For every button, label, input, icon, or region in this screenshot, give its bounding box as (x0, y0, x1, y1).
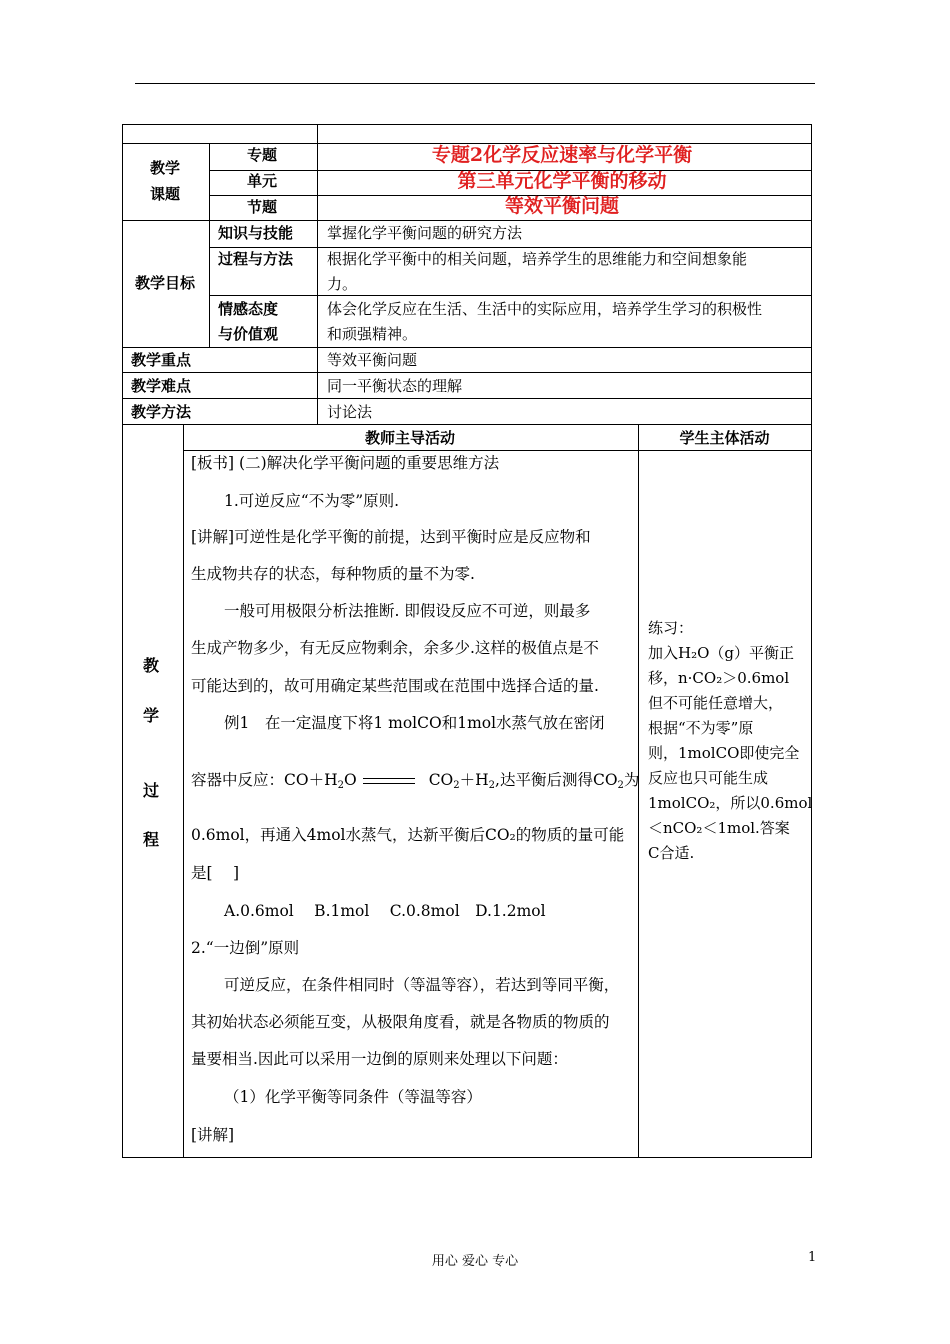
teacher-line: 是[ ] (191, 864, 240, 882)
teacher-line: 2.“一边倒”原则 (191, 939, 300, 957)
method-label: 教学方法 (131, 403, 192, 421)
process-label-char-2: 学 (143, 706, 160, 725)
student-line: 练习： (648, 619, 694, 637)
unit-value: 第三单元化学平衡的移动 (457, 170, 667, 192)
teacher-activity-header: 教师主导活动 (364, 429, 455, 447)
difficulty-label: 教学难点 (131, 377, 192, 395)
header-rule (135, 83, 815, 84)
page-number: 1 (808, 1250, 817, 1265)
goal-attitude-text-1: 体会化学反应在生活、生活中的实际应用，培养学生学习的积极性 (327, 300, 763, 318)
student-line: 加入H₂O（g）平衡正 (648, 644, 794, 662)
teacher-line: 1.可逆反应“不为零”原则. (224, 492, 400, 510)
student-line: 根据“不为零”原 (648, 719, 754, 737)
unit-label: 单元 (246, 172, 277, 190)
process-label-char-1: 教 (143, 656, 160, 675)
student-activity-header: 学生主体活动 (679, 429, 770, 447)
goal-process-text-1: 根据化学平衡中的相关问题，培养学生的思维能力和空间想象能 (327, 250, 748, 268)
goal-attitude-text-2: 和顽强精神。 (327, 325, 418, 343)
reaction-equation-line: 容器中反应：$CO+H_2O$ $CO_2+H_2$,达平衡后测得$CO_2$为 (191, 771, 640, 791)
student-line: 反应也只可能生成 (648, 769, 769, 787)
topic-group-label-1: 教学 (149, 159, 180, 177)
goal-process-label: 过程与方法 (218, 250, 294, 268)
key-point-label: 教学重点 (131, 351, 192, 369)
reversible-arrow-icon (363, 775, 415, 787)
teacher-line: 生成物共存的状态，每种物质的量不为零. (191, 565, 475, 583)
teacher-line: [讲解]可逆性是化学平衡的前提，达到平衡时应是反应物和 (191, 528, 591, 546)
teacher-line: 可能达到的，故可用确定某些范围或在范围中选择合适的量. (191, 677, 599, 695)
student-line: C合适. (648, 844, 695, 862)
teacher-line: （1）化学平衡等同条件（等温等容） (224, 1088, 482, 1106)
answer-options: A.0.6mol B.1mol C.0.8mol D.1.2mol (224, 902, 546, 920)
teacher-line: [讲解] (191, 1126, 235, 1144)
student-line: 但不可能任意增大， (648, 694, 784, 712)
topic-label: 专题 (246, 146, 277, 164)
teacher-line: 量要相当.因此可以采用一边倒的原则来处理以下问题： (191, 1050, 568, 1068)
key-point-text: 等效平衡问题 (327, 351, 418, 369)
goals-label: 教学目标 (134, 274, 195, 292)
topic-group-label-2: 课题 (149, 185, 180, 203)
process-label-char-3: 过 (143, 781, 160, 800)
topic-value: 专题2化学反应速率与化学平衡 (431, 144, 693, 166)
method-text: 讨论法 (327, 403, 373, 421)
teacher-line: 0.6mol，再通入4mol水蒸气，达新平衡后CO₂的物质的量可能 (191, 826, 625, 844)
student-line: 1molCO₂，所以0.6mol (648, 794, 813, 812)
teacher-line: 可逆反应，在条件相同时（等温等容），若达到等同平衡， (224, 976, 620, 994)
student-line: 则，1molCO即使完全 (648, 744, 800, 762)
goal-knowledge-text: 掌握化学平衡问题的研究方法 (327, 224, 523, 242)
goal-knowledge-label: 知识与技能 (218, 224, 294, 242)
student-line: 移，n·CO₂＞0.6mol (648, 669, 790, 687)
teacher-line: 其初始状态必须能互变，从极限角度看，就是各物质的物质的 (191, 1013, 610, 1031)
section-value: 等效平衡问题 (504, 195, 619, 217)
student-line: ＜nCO₂＜1mol.答案 (648, 819, 790, 837)
difficulty-text: 同一平衡状态的理解 (327, 377, 463, 395)
teacher-line: 一般可用极限分析法推断. 即假设反应不可逆，则最多 (224, 602, 591, 620)
goal-process-text-2: 力。 (327, 275, 358, 293)
section-label: 节题 (246, 198, 277, 216)
goal-attitude-label-1: 情感态度 (218, 300, 279, 318)
footer-text: 用心 爱心 专心 (431, 1254, 519, 1269)
teacher-line: 例1 在一定温度下将1 molCO和1mol水蒸气放在密闭 (224, 714, 605, 732)
goal-attitude-label-2: 与价值观 (218, 325, 279, 343)
teacher-line: 生成产物多少，有无反应物剩余，余多少.这样的极值点是不 (191, 639, 599, 657)
process-label-char-4: 程 (143, 830, 160, 849)
teacher-line: [板书] (二)解决化学平衡问题的重要思维方法 (191, 454, 500, 472)
